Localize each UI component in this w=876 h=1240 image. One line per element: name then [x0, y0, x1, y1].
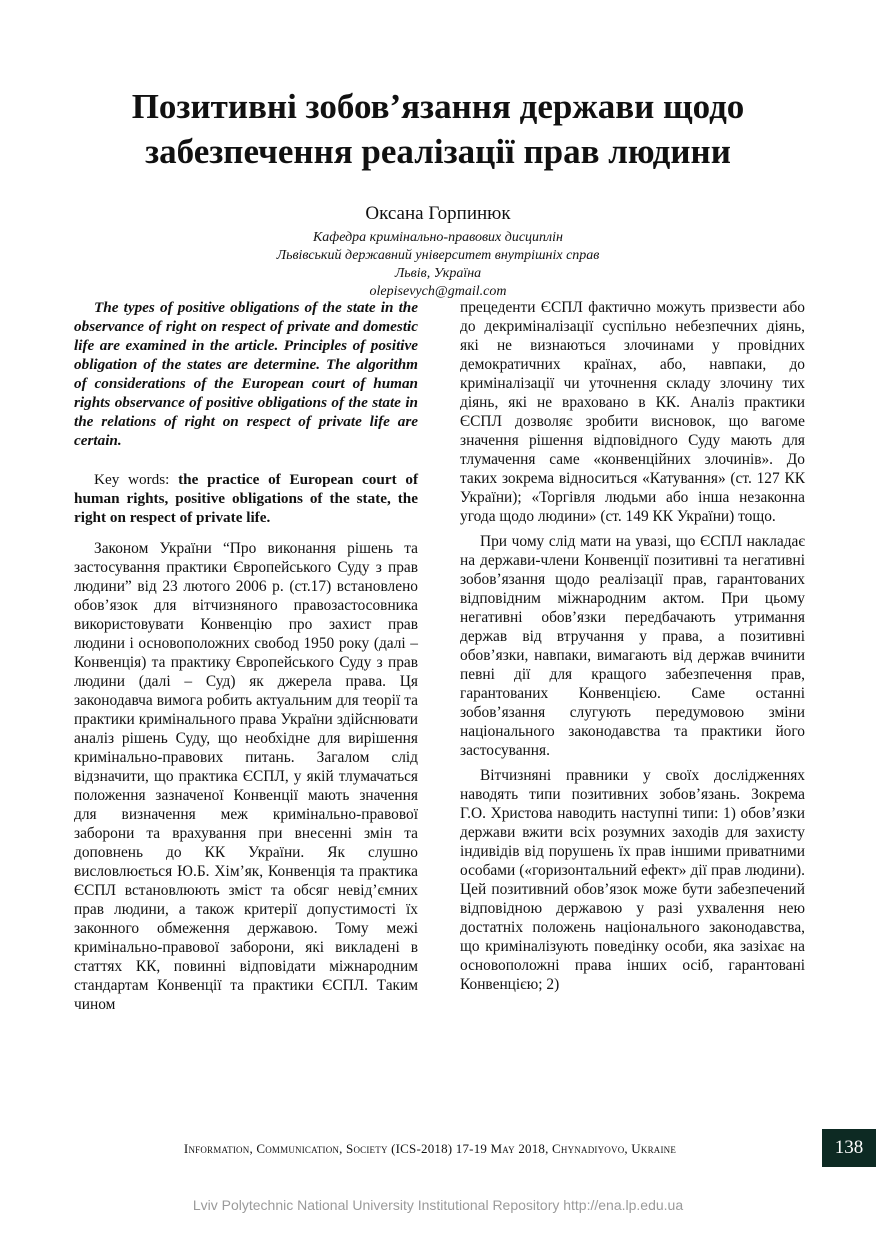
- paper-title: Позитивні зобов’язання держави щодо забезпечення реалізації прав людини: [131, 87, 745, 171]
- abstract: The types of positive obligations of the state in the observance of right on respect of private and domestic life are examined in the article. Principles of positive obligation of the states are determine. The algorithm of considerations of the European court of human rights observance of positive obligations of the state in the relations of right on respect of private life are certain.: [74, 299, 418, 449]
- body-paragraph: прецеденти ЄСПЛ фактично можуть призвести або до декриміналізації суспільно небезпечних діянь, які не визнаються злочинами у провідних демократичних країнах, або, навпаки, до криміналізації чи уточнення складу злочину тих діянь, які не враховано в КК. Аналіз практики ЄСПЛ дозволяє зробити висновок, що вагоме значення рішення відповідного Суду мають для тлумачення саме «конвенційних злочинів». До таких зокрема відноситься «Катування» (ст. 127 КК України); «Торгівля людьми або інша незаконна угода щодо людини» (ст. 149 КК України) тощо.: [460, 299, 805, 525]
- author-email: olepisevych@gmail.com: [369, 284, 507, 299]
- keywords-label: Key words:: [94, 471, 170, 488]
- keywords-text: the practice of European court of human rights, positive obligations of the state, the right on respect of private life.: [74, 471, 418, 526]
- affiliation-department: Кафедра кримінально-правових дисциплін: [312, 230, 563, 245]
- keywords: [74, 470, 418, 527]
- left-column: [74, 298, 418, 1014]
- affiliation-university: Львівський державний університет внутрішніх справ: [276, 248, 600, 263]
- right-column: [460, 298, 805, 994]
- body-paragraph: При чому слід мати на увазі, що ЄСПЛ накладає на держави-члени Конвенції позитивні та негативні зобов’язання щодо реалізації прав, гарантованих відповідним міжнародним актом. При цьому негативні обов’язки передбачають утримання держав від втручання у права, а позитивні обов’язки, навпаки, вимагають від держав вчинити певні дії для кращого забезпечення прав, гарантованих Конвенцією. Саме останні зобов’язання слугують передумовою зміни національного законодавства та практики його застосування.: [460, 533, 805, 759]
- body-paragraph: Вітчизняні правники у своїх дослідженнях наводять типи позитивних зобов’язань. Зокрема Г.О. Христова наводить наступні типи: 1) обов’язки держави вжити всіх розумних заходів для захисту індивідів від порушень їх прав іншими приватними особами («горизонтальний ефект» дії прав людини). Цей позитивний обов’язок може бути забезпечений відповідною державою у разі ухвалення нею достатніх положень національного законодавства, що криміналізують поведінку особи, яка зазіхає на основоположні права інших осіб, гарантовані Конвенцією; 2): [460, 767, 805, 993]
- conference-footer: Information, Communication, Society (ICS-2018) 17-19 May 2018, Chynadiyovo, Ukraine: [183, 1141, 677, 1156]
- author-name: Оксана Горпинюк: [365, 203, 511, 224]
- repository-watermark: Lviv Polytechnic National University Institutional Repository http://ena.lp.edu.ua: [192, 1197, 684, 1213]
- body-paragraph: Законом України “Про виконання рішень та застосування практики Європейського Суду з прав людини” від 23 лютого 2006 р. (ст.17) встановлено обов’язок для вітчизняного правозастосовника використовувати Конвенцію про захист прав людини і основоположних свобод 1950 року (далі – Конвенція) та практику Європейського Суду з прав людини (далі – Суд) як джерела права. Ця законодавча вимога робить актуальним для теорії та практики кримінального права України здійснювати аналіз рішень Суду, що необхідне для вирішення кримінально-правових питань. Загалом слід відзначити, що практика ЄСПЛ, у якій тлумачаться положення зазначеної Конвенції мають значення для визначення меж кримінально-правової заборони та врахування при внесенні змін та доповнень до КК України. Як слушно висловлюється Ю.Б. Хім’як, Конвенція та практика ЄСПЛ встановлюють зміст та обсяг невід’ємних прав людини, а також критерії допустимості їх законного обмеження державою. Тому межі кримінально-правової заборони, які викладені в статтях КК, повинні відповідати міжнародним стандартам Конвенції та практики ЄСПЛ. Таким чином: [74, 540, 418, 1013]
- affiliation-city: Львів, Україна: [394, 266, 482, 281]
- page-number: 138: [822, 1129, 876, 1167]
